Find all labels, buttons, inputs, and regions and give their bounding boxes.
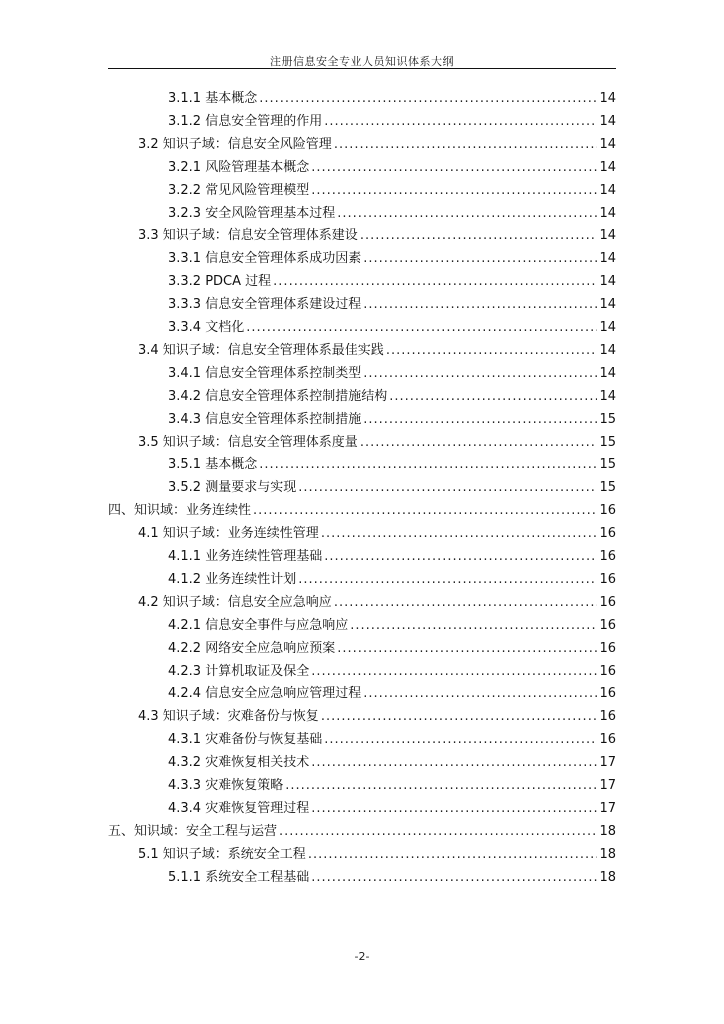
toc-entry-page: 14 [599, 182, 616, 198]
toc-entry-page: 16 [599, 571, 616, 587]
toc-entry-page: 16 [599, 640, 616, 656]
toc-entry[interactable] [168, 454, 616, 476]
toc-entry-label: 4.2.3 计算机取证及保全 [168, 663, 310, 679]
toc-entry-label: 4.3.4 灾难恢复管理过程 [168, 800, 310, 816]
toc-entry-page: 14 [599, 228, 616, 244]
toc-entry-page: 14 [599, 113, 616, 129]
toc-leader-dots [279, 821, 597, 843]
toc-entry[interactable] [138, 844, 616, 866]
toc-entry[interactable] [168, 88, 616, 110]
toc-entry[interactable] [138, 134, 616, 156]
toc-entry-label: 4.3.1 灾难备份与恢复基础 [168, 732, 323, 748]
toc-leader-dots [246, 317, 597, 339]
toc-entry-page: 16 [599, 594, 616, 610]
toc-entry-page: 14 [599, 320, 616, 335]
toc-leader-dots [324, 546, 597, 568]
toc-leader-dots [311, 661, 597, 683]
toc-entry-page: 16 [599, 526, 616, 542]
toc-leader-dots [311, 867, 597, 889]
toc-entry-page: 14 [599, 342, 616, 358]
toc-entry-page: 14 [599, 274, 616, 290]
toc-leader-dots [273, 271, 597, 293]
toc-leader-dots [337, 638, 597, 660]
toc-entry[interactable] [168, 180, 616, 202]
toc-entry[interactable] [168, 157, 616, 179]
toc-entry[interactable] [168, 386, 616, 408]
toc-entry-label: 4.2.2 网络安全应急响应预案 [168, 640, 336, 656]
toc-leader-dots [337, 203, 597, 225]
toc-entry-label: 3.3.3 信息安全管理体系建设过程 [168, 297, 362, 313]
toc-entry-label: 4.2.4 信息安全应急响应管理过程 [168, 686, 362, 702]
toc-entry-page: 16 [599, 709, 616, 725]
toc-leader-dots [259, 454, 597, 476]
toc-leader-dots [285, 775, 597, 797]
toc-entry-label: 4.1 知识子域：业务连续性管理 [138, 526, 319, 542]
toc-entry[interactable] [168, 317, 616, 339]
toc-leader-dots [259, 88, 597, 110]
toc-entry-page: 18 [599, 846, 616, 862]
toc-entry-page: 17 [599, 778, 616, 793]
toc-entry[interactable] [168, 203, 616, 225]
toc-entry-page: 17 [599, 800, 616, 816]
toc-entry-label: 4.3.3 灾难恢复策略 [168, 778, 284, 793]
toc-leader-dots [324, 111, 597, 133]
toc-leader-dots [253, 500, 597, 522]
toc-leader-dots [389, 386, 597, 408]
toc-entry-label: 3.2.1 风险管理基本概念 [168, 159, 310, 175]
toc-entry[interactable] [168, 661, 616, 683]
toc-entry-label: 3.3.2 PDCA 过程 [168, 274, 272, 290]
toc-leader-dots [334, 134, 598, 156]
toc-leader-dots [311, 180, 597, 202]
toc-leader-dots [324, 729, 597, 751]
toc-entry-page: 16 [599, 549, 616, 564]
toc-entry-label: 3.3.4 文档化 [168, 320, 245, 335]
toc-entry[interactable] [138, 706, 616, 728]
page-number: -2- [354, 950, 370, 963]
toc-entry[interactable] [168, 683, 616, 705]
toc-entry-page: 16 [599, 686, 616, 702]
toc-entry[interactable] [138, 340, 616, 362]
toc-entry[interactable] [168, 546, 616, 568]
toc-entry-label: 4.3 知识子域：灾难备份与恢复 [138, 709, 319, 725]
toc-entry[interactable] [108, 500, 616, 522]
toc-entry-label: 4.2 知识子域：信息安全应急响应 [138, 594, 332, 610]
toc-leader-dots [360, 432, 598, 454]
toc-leader-dots [321, 523, 598, 545]
toc-entry-label: 3.3.1 信息安全管理体系成功因素 [168, 251, 362, 267]
toc-entry-label: 4.3.2 灾难恢复相关技术 [168, 755, 310, 771]
toc-leader-dots [363, 683, 597, 705]
toc-entry-label: 4.1.2 业务连续性计划 [168, 571, 297, 587]
toc-entry-page: 14 [599, 136, 616, 152]
toc-entry[interactable] [168, 363, 616, 385]
toc-entry[interactable] [168, 775, 616, 797]
toc-entry-label: 4.2.1 信息安全事件与应急响应 [168, 617, 349, 633]
toc-entry-page: 14 [599, 365, 616, 381]
toc-entry[interactable] [138, 225, 616, 247]
running-header-title: 注册信息安全专业人员知识体系大纲 [270, 55, 454, 68]
toc-entry-page: 18 [599, 823, 616, 839]
toc-entry-label: 3.1.2 信息安全管理的作用 [168, 113, 323, 129]
toc-entry-page: 17 [599, 755, 616, 771]
toc-entry[interactable] [168, 271, 616, 293]
toc-leader-dots [350, 615, 597, 637]
toc-entry[interactable] [138, 592, 616, 614]
toc-entry-page: 15 [599, 434, 616, 450]
toc-leader-dots [308, 844, 598, 866]
toc-entry[interactable] [168, 248, 616, 270]
toc-entry[interactable] [138, 432, 616, 454]
toc-entry-page: 16 [599, 732, 616, 748]
toc-leader-dots [321, 706, 598, 728]
toc-leader-dots [363, 409, 597, 431]
toc-entry-page: 14 [599, 388, 616, 404]
toc-entry-page: 14 [599, 91, 616, 106]
header-divider [108, 68, 616, 69]
toc-entry-label: 3.4.3 信息安全管理体系控制措施 [168, 411, 362, 427]
toc-entry-label: 3.3 知识子域：信息安全管理体系建设 [138, 228, 358, 244]
toc-entry[interactable] [168, 111, 616, 133]
toc-entry[interactable] [168, 294, 616, 316]
toc-entry-label: 3.5 知识子域：信息安全管理体系度量 [138, 434, 358, 450]
toc-entry[interactable] [168, 798, 616, 820]
toc-entry[interactable] [168, 638, 616, 660]
toc-entry[interactable] [138, 523, 616, 545]
toc-entry-label: 3.4.1 信息安全管理体系控制类型 [168, 365, 362, 381]
toc-entry-page: 14 [599, 205, 616, 221]
toc-entry-label: 3.4 知识子域：信息安全管理体系最佳实践 [138, 342, 384, 358]
toc-entry-label: 4.1.1 业务连续性管理基础 [168, 549, 323, 564]
toc-entry-page: 16 [599, 617, 616, 633]
toc-leader-dots [334, 592, 598, 614]
toc-entry-page: 15 [599, 411, 616, 427]
toc-entry-label: 3.1.1 基本概念 [168, 91, 258, 106]
toc-entry-page: 14 [599, 297, 616, 313]
toc-entry-label: 3.4.2 信息安全管理体系控制措施结构 [168, 388, 388, 404]
toc-leader-dots [386, 340, 598, 362]
toc-entry-label: 5.1.1 系统安全工程基础 [168, 869, 310, 885]
toc-entry-label: 5.1 知识子域：系统安全工程 [138, 846, 306, 862]
toc-leader-dots [360, 225, 598, 247]
toc-entry-page: 16 [599, 503, 616, 519]
toc-entry-page: 14 [599, 159, 616, 175]
toc-entry[interactable] [168, 752, 616, 774]
toc-entry-label: 3.2.3 安全风险管理基本过程 [168, 205, 336, 221]
toc-entry-label: 3.2 知识子域：信息安全风险管理 [138, 136, 332, 152]
toc-leader-dots [311, 157, 597, 179]
toc-entry[interactable] [168, 409, 616, 431]
toc-entry-page: 14 [599, 251, 616, 267]
toc-leader-dots [311, 752, 597, 774]
toc-entry[interactable] [108, 821, 616, 843]
toc-entry-page: 16 [599, 663, 616, 679]
toc-leader-dots [363, 294, 597, 316]
toc-entry-label: 五、知识域：安全工程与运营 [108, 823, 278, 839]
toc-leader-dots [298, 477, 597, 499]
toc-entry-label: 四、知识域：业务连续性 [108, 503, 252, 519]
toc-entry-label: 3.5.1 基本概念 [168, 457, 258, 473]
toc-entry[interactable] [168, 569, 616, 591]
toc-entry-label: 3.2.2 常见风险管理模型 [168, 182, 310, 198]
toc-entry[interactable] [168, 615, 616, 637]
toc-entry[interactable] [168, 729, 616, 751]
toc-entry[interactable] [168, 477, 616, 499]
toc-entry-page: 15 [599, 457, 616, 473]
toc-leader-dots [363, 248, 597, 270]
toc-entry-page: 15 [599, 480, 616, 496]
toc-entry-page: 18 [599, 869, 616, 885]
toc-leader-dots [298, 569, 597, 591]
toc-leader-dots [363, 363, 597, 385]
toc-leader-dots [311, 798, 597, 820]
toc-entry-label: 3.5.2 测量要求与实现 [168, 480, 297, 496]
toc-entry[interactable] [168, 867, 616, 889]
